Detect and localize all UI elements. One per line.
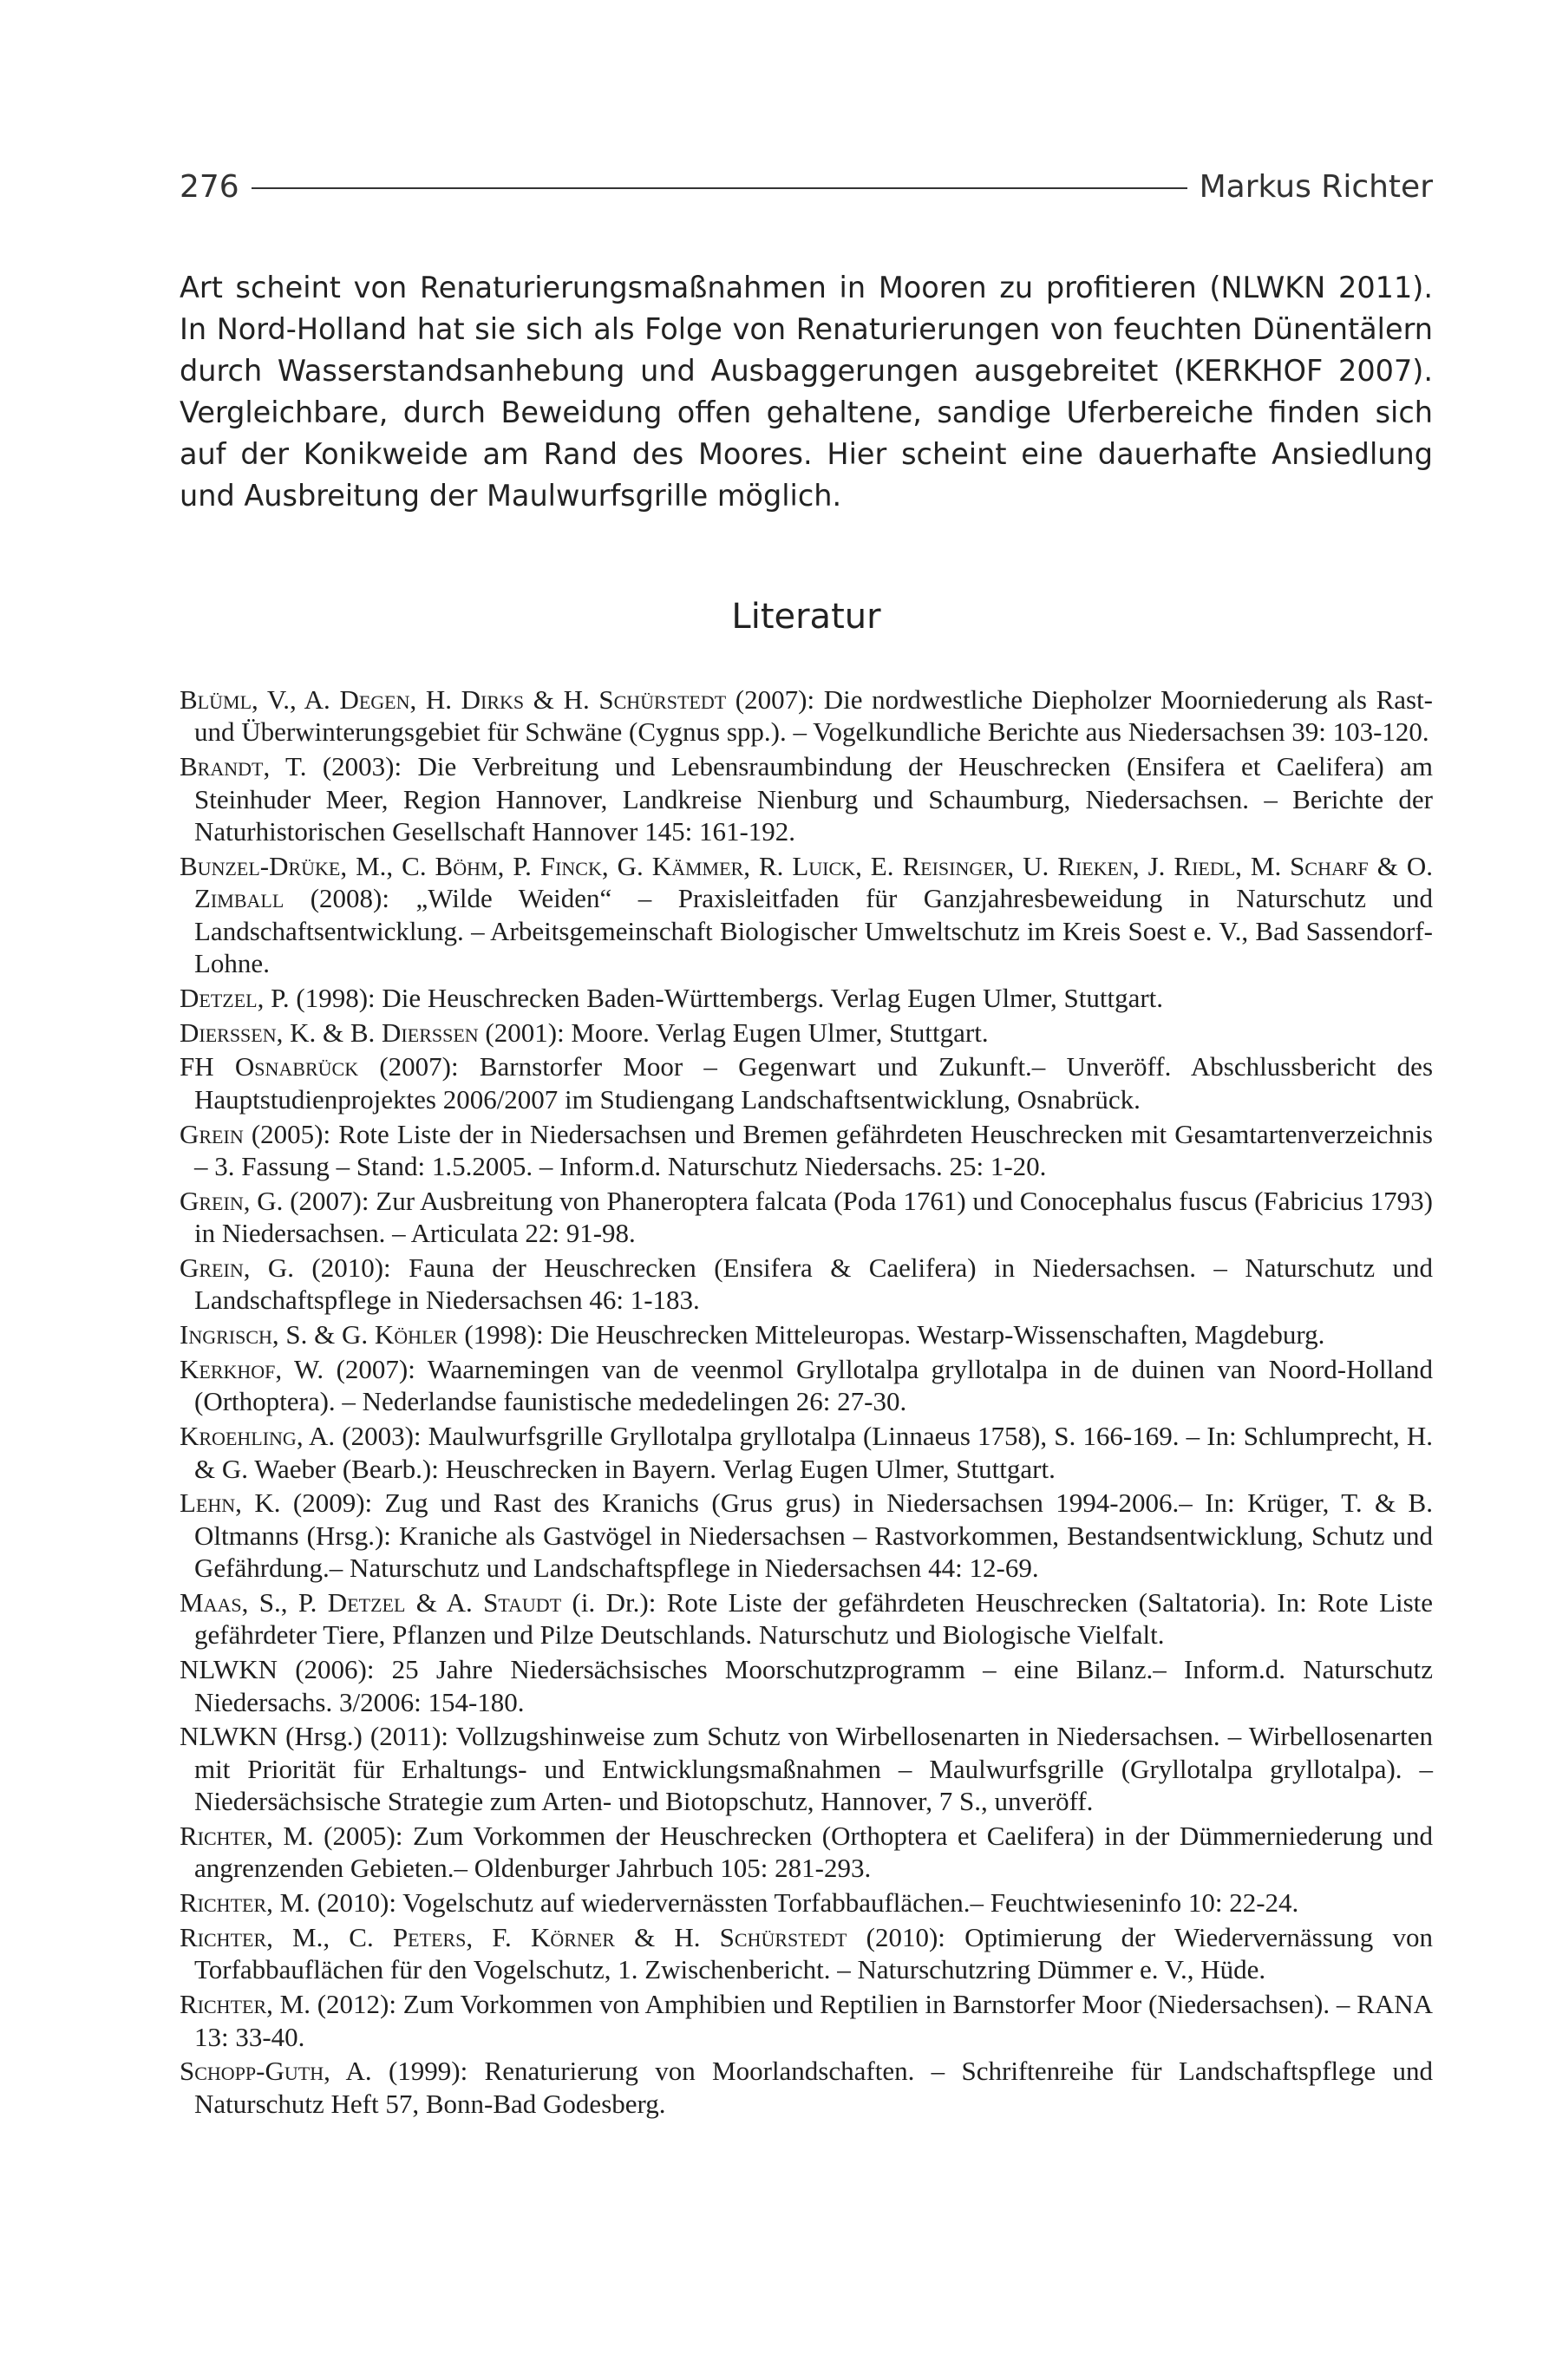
reference-text: (2009): Zug und Rast des Kranichs (Grus grus) in Niedersachsen 1994-2006.– In: Krüger, T. & B. Oltmanns (Hrsg.): Kraniche als Gastvögel in Niedersachsen – Rastvorkommen, Bestandsentwicklung, Schutz und Gefährdung.– Naturschutz und Landschaftspflege in Niedersachsen 44: 12-69. <box>194 1488 1433 1584</box>
reference-item <box>180 1487 1433 1584</box>
reference-item <box>180 1988 1433 2053</box>
reference-authors: NLWKN <box>180 1721 278 1752</box>
reference-text: (2010): Fauna der Heuschrecken (Ensifera & Caelifera) in Niedersachsen. – Naturschutz und Landschaftspflege in Niedersachsen 46: 1-183. <box>194 1252 1434 1316</box>
page-number: 276 <box>180 168 239 205</box>
reference-authors: Richter, M., C. Peters, F. Körner & H. Schürstedt <box>180 1922 847 1953</box>
reference-item <box>180 982 1433 1014</box>
reference-authors: Grein, G. <box>180 1185 284 1216</box>
reference-item <box>180 1353 1433 1418</box>
reference-item <box>180 1118 1433 1183</box>
running-header <box>180 160 1433 212</box>
reference-authors: FH Osnabrück <box>180 1051 359 1082</box>
section-title: Literatur <box>731 597 881 637</box>
reference-item <box>180 1586 1433 1651</box>
reference-text: (2003): Die Verbreitung und Lebensraumbindung der Heuschrecken (Ensifera et Caelifera) am Steinhuder Meer, Region Hannover, Landkreise Nienburg und Schaumburg, Niedersachsen. – Berichte der Naturhistorischen Gesellschaft Hannover 145: 161-192. <box>194 751 1433 847</box>
reference-item <box>180 1921 1433 1986</box>
reference-item <box>180 1252 1433 1317</box>
reference-authors: Grein, G. <box>180 1252 295 1284</box>
reference-authors: Lehn, K. <box>180 1488 281 1519</box>
reference-text: (2006): 25 Jahre Niedersächsisches Moorschutzprogramm – eine Bilanz.– Inform.d. Naturschutz Niedersachs. 3/2006: 154-180. <box>194 1654 1433 1717</box>
reference-text: (1998): Die Heuschrecken Baden-Württembergs. Verlag Eugen Ulmer, Stuttgart. <box>289 982 1164 1013</box>
reference-item <box>180 1185 1433 1250</box>
reference-authors: Blüml, V., A. Degen, H. Dirks & H. Schürstedt <box>180 684 727 715</box>
reference-item <box>180 1318 1433 1350</box>
reference-item <box>180 2055 1433 2120</box>
reference-authors: Richter, M. <box>180 1821 314 1852</box>
reference-item <box>180 1653 1433 1718</box>
reference-text: (1998): Die Heuschrecken Mitteleuropas. Westarp-Wissenschaften, Magdeburg. <box>457 1319 1325 1350</box>
reference-text: (i. Dr.): Rote Liste der gefährdeten Heuschrecken (Saltatoria). In: Rote Liste gefährdeter Tiere, Pflanzen und Pilze Deutschlands. Naturschutz und Biologische Vielfalt. <box>194 1587 1434 1651</box>
reference-text: (2007): Waarnemingen van de veenmol Gryllotalpa gryllotalpa in de duinen van Noord-Holland (Orthoptera). – Nederlandse faunistische mededelingen 26: 27-30. <box>194 1354 1433 1417</box>
reference-authors: Richter, M. <box>180 1989 311 2020</box>
reference-text: (2012): Zum Vorkommen von Amphibien und Reptilien in Barnstorfer Moor (Niedersachsen). – RANA 13: 33-40. <box>194 1989 1433 2052</box>
reference-authors: Kerkhof, W. <box>180 1354 324 1385</box>
reference-authors: Schopp-Guth, A. <box>180 2056 372 2087</box>
reference-text: (2008): „Wilde Weiden“ – Praxisleitfaden für Ganzjahresbeweidung in Naturschutz und Landschaftsentwicklung. – Arbeitsgemeinschaft Biologischer Umweltschutz im Kreis Soest e. V., Bad Sassendorf-Lohne. <box>194 883 1433 979</box>
reference-item <box>180 683 1433 749</box>
reference-authors: Ingrisch, S. & G. Köhler <box>180 1319 458 1350</box>
reference-item <box>180 1420 1433 1485</box>
intro-text <box>180 267 1433 517</box>
reference-authors: Grein <box>180 1118 244 1149</box>
reference-text: (2007): Die nordwestliche Diepholzer Moorniederung als Rast- und Überwinterungsgebiet für Schwäne (Cygnus spp.). – Vogelkundliche Berichte aus Niedersachsen 39: 103-120. <box>194 684 1433 748</box>
reference-text: (2005): Rote Liste der in Niedersachsen und Bremen gefährdeten Heuschrecken mit Gesamtartenverzeichnis – 3. Fassung – Stand: 1.5.2005. – Inform.d. Naturschutz Niedersachs. 25: 1-20. <box>194 1118 1433 1182</box>
reference-text: (2010): Vogelschutz auf wiedervernässten Torfabbauflächen.– Feuchtwieseninfo 10: 22-24. <box>310 1887 1299 1919</box>
reference-authors: NLWKN <box>180 1654 278 1685</box>
running-author: Markus Richter <box>1199 168 1433 205</box>
reference-item <box>180 1886 1433 1919</box>
reference-authors: Kroehling, A. <box>180 1421 336 1452</box>
reference-text: (2003): Maulwurfsgrille Gryllotalpa gryllotalpa (Linnaeus 1758), S. 166-169. – In: Schlumprecht, H. & G. Waeber (Bearb.): Heuschrecken in Bayern. Verlag Eugen Ulmer, Stuttgart. <box>194 1421 1433 1484</box>
reference-text: (2007): Barnstorfer Moor – Gegenwart und Zukunft.– Unveröff. Abschlussbericht des Hauptstudienprojektes 2006/2007 im Studiengang Landschaftsentwicklung, Osnabrück. <box>194 1051 1434 1115</box>
reference-item <box>180 1017 1433 1049</box>
reference-authors: Bunzel-Drüke, M., C. Böhm, P. Finck, G. Kämmer, R. Luick, E. Reisinger, U. Rieken, J. Riedl, M. Scharf & O. Zimball <box>180 850 1433 914</box>
reference-text: (2007): Zur Ausbreitung von Phaneroptera falcata (Poda 1761) und Conocephalus fuscus (Fabricius 1793) in Niedersachsen. – Articulata 22: 91-98. <box>194 1185 1433 1249</box>
reference-list <box>180 683 1433 2122</box>
reference-item <box>180 1720 1433 1817</box>
reference-item <box>180 750 1433 847</box>
reference-item <box>180 1820 1433 1885</box>
reference-text: (1999): Renaturierung von Moorlandschaften. – Schriftenreihe für Landschaftspflege und Naturschutz Heft 57, Bonn-Bad Godesberg. <box>194 2056 1433 2119</box>
header-rule <box>252 187 1187 189</box>
reference-text: (Hrsg.) (2011): Vollzugshinweise zum Schutz von Wirbellosenarten in Niedersachsen. – Wirbellosenarten mit Priorität für Erhaltungs- und Entwicklungsmaßnahmen – Maulwurfsgrille (Gryllotalpa gryllotalpa). – Niedersächsische Strategie zum Arten- und Biotopschutz, Hannover, 7 S., unveröff. <box>194 1721 1433 1817</box>
reference-text: (2010): Optimierung der Wiedervernässung von Torfabbauflächen für den Vogelschutz, 1. Zwischenbericht. – Naturschutzring Dümmer e. V., Hüde. <box>194 1922 1433 1985</box>
reference-item <box>180 1050 1433 1115</box>
reference-authors: Brandt, T. <box>180 751 307 782</box>
reference-authors: Richter, M. <box>180 1887 311 1919</box>
reference-authors: Maas, S., P. Detzel & A. Staudt <box>180 1587 562 1618</box>
reference-text: (2005): Zum Vorkommen der Heuschrecken (Orthoptera et Caelifera) in der Dümmerniederung und angrenzenden Gebieten.– Oldenburger Jahrbuch 105: 281-293. <box>194 1821 1434 1884</box>
reference-authors: Dierssen, K. & B. Dierssen <box>180 1017 479 1048</box>
intro-paragraph: Art scheint von Renaturierungsmaßnahmen in Mooren zu profitieren (NLWKN 2011). In Nord-Holland hat sie sich als Folge von Renaturierungen von feuchten Dünentälern durch Wasserstandsanhebung und Ausbaggerungen ausgebreitet (KERKHOF 2007). Vergleichbare, durch Beweidung offen gehaltene, sandige Uferbereiche finden sich auf der Konikweide am Rand des Moores. Hier scheint eine dauerhafte Ansiedlung und Ausbreitung der Maulwurfsgrille möglich. <box>180 271 1433 513</box>
reference-text: (2001): Moore. Verlag Eugen Ulmer, Stuttgart. <box>478 1017 989 1048</box>
reference-authors: Detzel, P. <box>180 982 290 1013</box>
reference-item <box>180 850 1433 980</box>
